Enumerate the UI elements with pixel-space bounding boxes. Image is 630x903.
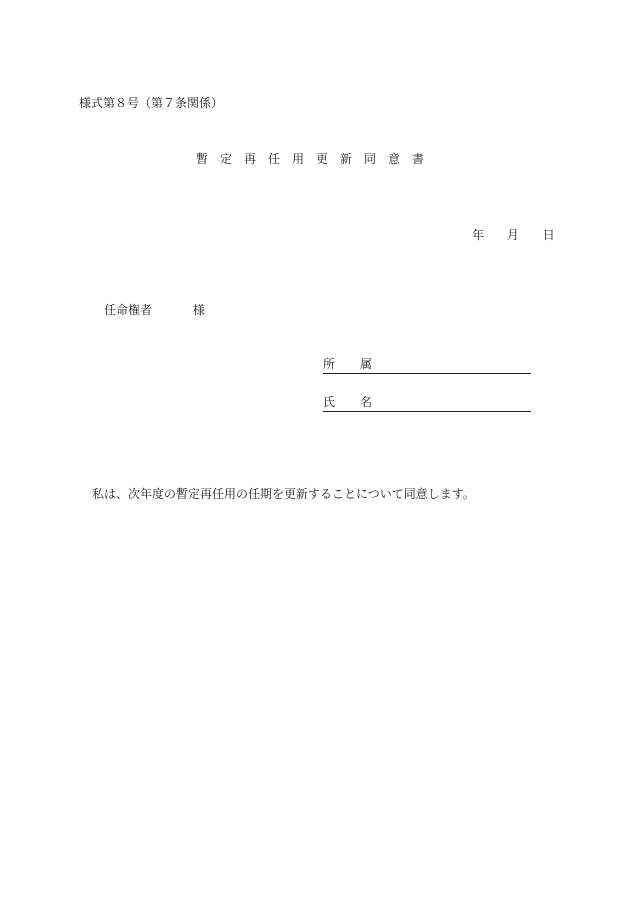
name-label: [323, 395, 372, 409]
addressee: [104, 303, 205, 317]
addressee-honorific: 様: [192, 303, 205, 317]
name-label-char1: 氏: [323, 395, 336, 409]
addressee-title: 任命権者: [104, 303, 153, 317]
consent-statement: 私は、次年度の暫定再任用の任期を更新することについて同意します。: [92, 487, 475, 501]
affiliation-label: [323, 357, 372, 371]
date-year-label: 年: [472, 228, 485, 242]
affiliation-label-char1: 所: [323, 357, 336, 371]
date-day-label: 日: [542, 228, 555, 242]
affiliation-label-char2: 属: [360, 357, 373, 371]
form-number: 様式第８号（第７条関係）: [79, 96, 224, 110]
name-label-char2: 名: [360, 395, 373, 409]
document-title: 暫定再任用更新同意書: [196, 152, 437, 166]
affiliation-field[interactable]: [323, 357, 531, 374]
date-month-label: 月: [506, 228, 519, 242]
date-line: [472, 228, 555, 242]
name-field[interactable]: [323, 395, 531, 412]
